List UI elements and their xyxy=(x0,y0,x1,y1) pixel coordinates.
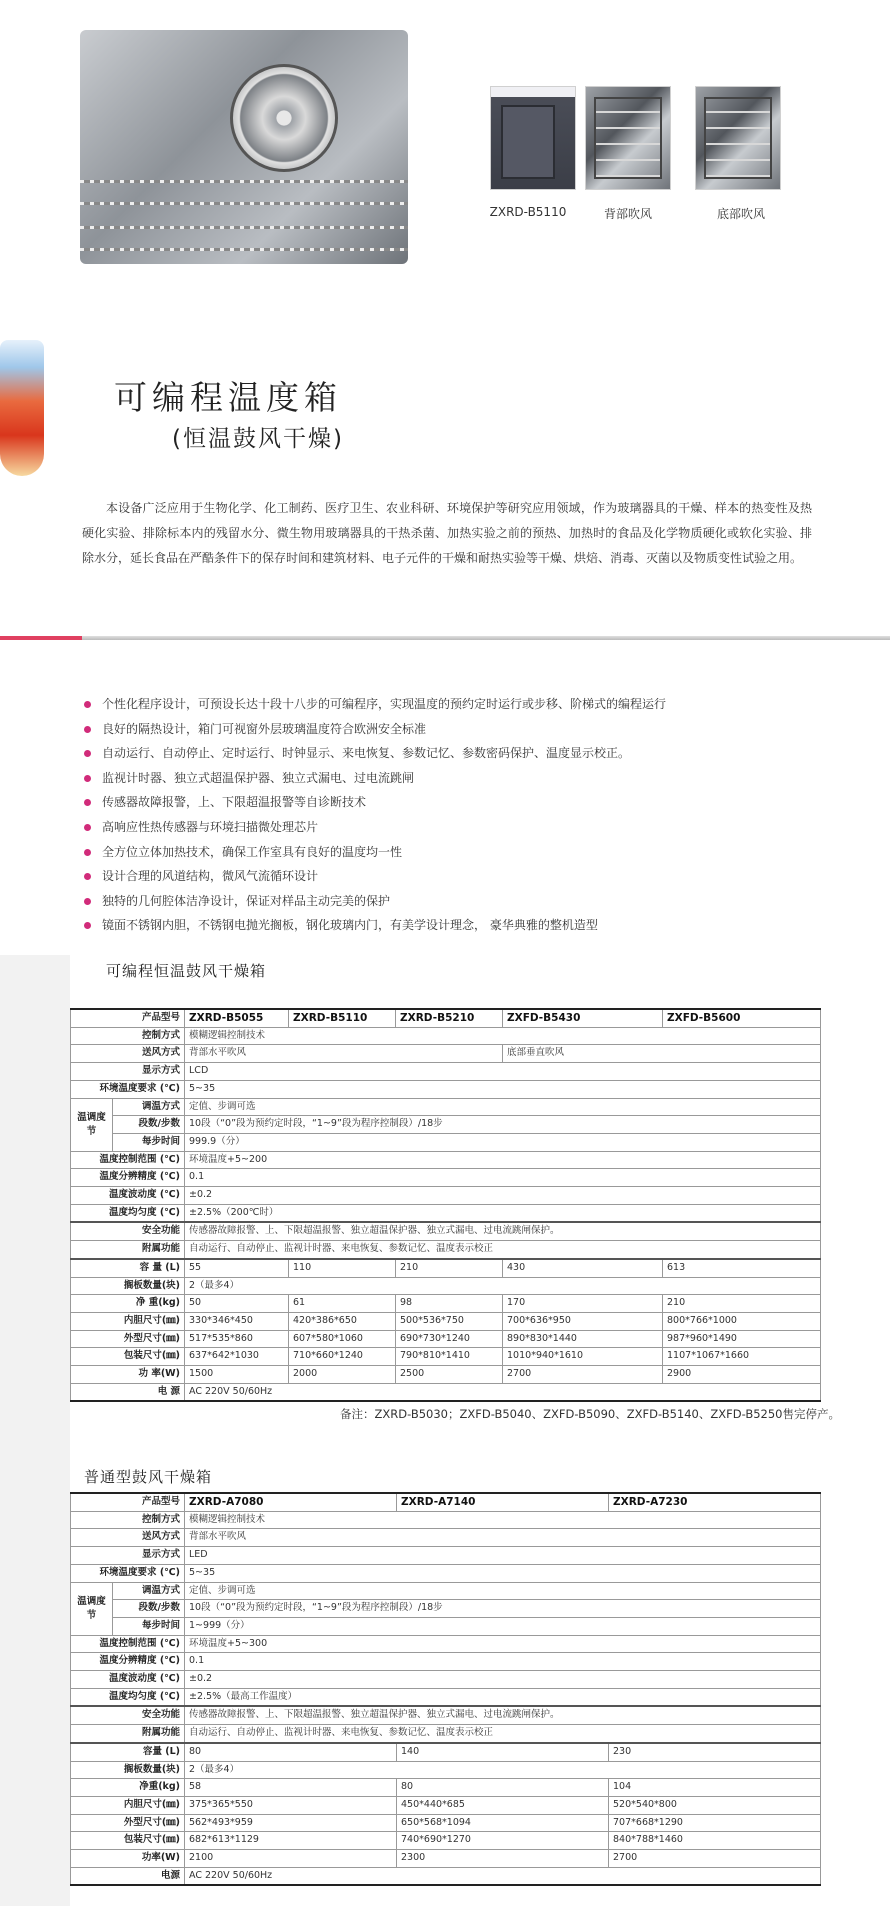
table-row xyxy=(71,1169,821,1187)
row-label: 调温方式 xyxy=(113,1098,185,1116)
table-row xyxy=(71,1688,821,1706)
cell-value: 562*493*959 xyxy=(185,1814,397,1832)
row-label: 温度控制范围 (℃) xyxy=(71,1635,185,1653)
table-row xyxy=(71,1027,821,1045)
row-label: 产品型号 xyxy=(71,1493,185,1511)
cell-value: 底部垂直吹风 xyxy=(503,1045,821,1063)
row-label: 温度均匀度 (℃) xyxy=(71,1204,185,1222)
cell-value: 2（最多4） xyxy=(185,1277,821,1295)
table-row xyxy=(71,1241,821,1259)
cell-value: 自动运行、自动停止、监视计时器、来电恢复、参数记忆、温度表示校正 xyxy=(185,1241,821,1259)
cell-value: 模糊逻辑控制技术 xyxy=(185,1511,821,1529)
table-row xyxy=(71,1653,821,1671)
table-row xyxy=(71,1725,821,1743)
table-row xyxy=(71,1383,821,1401)
row-label: 功 率(W) xyxy=(71,1366,185,1384)
feature-item: 自动运行、自动停止、定时运行、时钟显示、来电恢复、参数记忆、参数密码保护、温度显示校正。 xyxy=(84,741,824,766)
cell-value: 210 xyxy=(663,1295,821,1313)
cell-value: 定值、步调可选 xyxy=(185,1582,821,1600)
cell-value: 10段（“0”段为预约定时段，“1~9”段为程序控制段）/18步 xyxy=(185,1600,821,1618)
cell-value: 230 xyxy=(609,1743,821,1761)
cell-value: 500*536*750 xyxy=(396,1312,503,1330)
shelf-rack xyxy=(80,180,408,183)
cell-value: ±0.2 xyxy=(185,1671,821,1689)
row-label: 电源 xyxy=(71,1867,185,1885)
table-row xyxy=(71,1743,821,1761)
cell-value: 58 xyxy=(185,1779,397,1797)
feature-item: 镜面不锈钢内胆，不锈钢电抛光搁板，钢化玻璃内门，有美学设计理念， 豪华典雅的整机造型 xyxy=(84,913,824,938)
cell-value: 传感器故障报警、上、下限超温报警、独立超温保护器、独立式漏电、过电流跳闸保护。 xyxy=(185,1706,821,1724)
cell-value: 0.1 xyxy=(185,1653,821,1671)
cell-value: 740*690*1270 xyxy=(397,1832,609,1850)
cell-value: 98 xyxy=(396,1295,503,1313)
thumbnail-caption: ZXRD-B5110 xyxy=(489,205,567,219)
table-row xyxy=(71,1222,821,1240)
cell-value: 450*440*685 xyxy=(397,1796,609,1814)
cell-value: 700*636*950 xyxy=(503,1312,663,1330)
test-tube-decoration xyxy=(0,340,44,476)
row-label: 环境温度要求 (℃) xyxy=(71,1564,185,1582)
table-row xyxy=(71,1116,821,1134)
divider-line xyxy=(82,636,890,640)
model-cell: ZXRD-A7230 xyxy=(609,1493,821,1511)
cell-value: ±2.5%（200℃时） xyxy=(185,1204,821,1222)
cell-value: 模糊逻辑控制技术 xyxy=(185,1027,821,1045)
row-label: 包装尺寸(㎜) xyxy=(71,1348,185,1366)
table-row xyxy=(71,1312,821,1330)
row-label: 附属功能 xyxy=(71,1241,185,1259)
row-label: 温度均匀度 (℃) xyxy=(71,1688,185,1706)
row-label: 安全功能 xyxy=(71,1706,185,1724)
cell-value: AC 220V 50/60Hz xyxy=(185,1867,821,1885)
table-row xyxy=(71,1080,821,1098)
table-row xyxy=(71,1582,821,1600)
cell-value: 690*730*1240 xyxy=(396,1330,503,1348)
cell-value: 0.1 xyxy=(185,1169,821,1187)
table-row xyxy=(71,1330,821,1348)
fan-image xyxy=(230,64,338,172)
row-label: 每步时间 xyxy=(113,1133,185,1151)
table2-title: 普通型鼓风干燥箱 xyxy=(84,1468,213,1486)
table-row xyxy=(71,1850,821,1868)
table-row xyxy=(71,1511,821,1529)
row-label: 温度分辨精度 (℃) xyxy=(71,1653,185,1671)
cell-value: 5~35 xyxy=(185,1564,821,1582)
row-label: 容 量 (L) xyxy=(71,1259,185,1277)
cell-value: 890*830*1440 xyxy=(503,1330,663,1348)
table-row xyxy=(71,1295,821,1313)
feature-item: 良好的隔热设计，箱门可视窗外层玻璃温度符合欧洲安全标准 xyxy=(84,717,824,742)
row-label: 温度分辨精度 (℃) xyxy=(71,1169,185,1187)
feature-item: 传感器故障报警，上、下限超温报警等自诊断技术 xyxy=(84,790,824,815)
row-label: 净重(kg) xyxy=(71,1779,185,1797)
discontinued-note: 备注：ZXRD-B5030；ZXFD-B5040、ZXFD-B5090、ZXFD-B5140、ZXFD-B5250售完停产。 xyxy=(340,1407,840,1421)
cell-value: 2700 xyxy=(609,1850,821,1868)
row-label: 段数/步数 xyxy=(113,1600,185,1618)
row-label: 外型尺寸(㎜) xyxy=(71,1814,185,1832)
row-label: 控制方式 xyxy=(71,1027,185,1045)
table1-spec-table xyxy=(70,1008,821,1402)
row-label: 段数/步数 xyxy=(113,1116,185,1134)
cell-value: ±2.5%（最高工作温度） xyxy=(185,1688,821,1706)
row-label: 净 重(kg) xyxy=(71,1295,185,1313)
cell-value: 2（最多4） xyxy=(185,1761,821,1779)
shelf-rack xyxy=(80,248,408,251)
table-row xyxy=(71,1187,821,1205)
row-label: 控制方式 xyxy=(71,1511,185,1529)
feature-item: 个性化程序设计，可预设长达十段十八步的可编程序，实现温度的预约定时运行或步移、阶梯式的编程运行 xyxy=(84,692,824,717)
table2-spec-table xyxy=(70,1492,821,1886)
cell-value: 80 xyxy=(397,1779,609,1797)
feature-item: 独特的几何腔体洁净设计，保证对样品主动完美的保护 xyxy=(84,889,824,914)
back-airflow-thumbnail xyxy=(585,86,671,190)
cell-value: 定值、步调可选 xyxy=(185,1098,821,1116)
row-label: 每步时间 xyxy=(113,1617,185,1635)
cell-value: 环境温度+5~300 xyxy=(185,1635,821,1653)
model-cell: ZXRD-B5210 xyxy=(396,1009,503,1027)
row-label: 搁板数量(块) xyxy=(71,1761,185,1779)
cell-value: 800*766*1000 xyxy=(663,1312,821,1330)
feature-item: 全方位立体加热技术，确保工作室具有良好的温度均一性 xyxy=(84,840,824,865)
row-label: 电 源 xyxy=(71,1383,185,1401)
table-row xyxy=(71,1600,821,1618)
row-label: 温度波动度 (℃) xyxy=(71,1187,185,1205)
feature-item: 设计合理的风道结构，微风气流循环设计 xyxy=(84,864,824,889)
shelf-rack xyxy=(80,226,408,229)
table-row xyxy=(71,1348,821,1366)
page-subtitle: (恒温鼓风干燥) xyxy=(172,426,344,452)
row-label: 送风方式 xyxy=(71,1529,185,1547)
model-cell: ZXFD-B5600 xyxy=(663,1009,821,1027)
model-cell: ZXRD-A7140 xyxy=(397,1493,609,1511)
cell-value: 61 xyxy=(289,1295,396,1313)
cell-value: 210 xyxy=(396,1259,503,1277)
oven-interior-photo xyxy=(80,30,408,264)
row-label: 搁板数量(块) xyxy=(71,1277,185,1295)
cell-value: 987*960*1490 xyxy=(663,1330,821,1348)
model-cell: ZXFD-B5430 xyxy=(503,1009,663,1027)
row-label: 显示方式 xyxy=(71,1547,185,1565)
cell-value: 2500 xyxy=(396,1366,503,1384)
cell-value: 50 xyxy=(185,1295,289,1313)
cell-value: 1010*940*1610 xyxy=(503,1348,663,1366)
cell-value: 650*568*1094 xyxy=(397,1814,609,1832)
cell-value: 背部水平吹风 xyxy=(185,1529,821,1547)
cell-value: 707*668*1290 xyxy=(609,1814,821,1832)
cell-value: 自动运行、自动停止、监视计时器、来电恢复、参数记忆、温度表示校正 xyxy=(185,1725,821,1743)
cell-value: LCD xyxy=(185,1063,821,1081)
cell-value: 5~35 xyxy=(185,1080,821,1098)
row-label: 附属功能 xyxy=(71,1725,185,1743)
cell-value: 613 xyxy=(663,1259,821,1277)
group-label: 温调度节 xyxy=(71,1582,113,1635)
cell-value: 420*386*650 xyxy=(289,1312,396,1330)
bottom-airflow-thumbnail xyxy=(695,86,781,190)
feature-item: 高响应性热传感器与环境扫描微处理芯片 xyxy=(84,815,824,840)
cell-value: 790*810*1410 xyxy=(396,1348,503,1366)
cell-value: 110 xyxy=(289,1259,396,1277)
cell-value: 375*365*550 xyxy=(185,1796,397,1814)
table-row xyxy=(71,1045,821,1063)
cell-value: 55 xyxy=(185,1259,289,1277)
table-row xyxy=(71,1366,821,1384)
cell-value: 330*346*450 xyxy=(185,1312,289,1330)
divider-accent xyxy=(0,636,82,640)
row-label: 安全功能 xyxy=(71,1222,185,1240)
cell-value: 682*613*1129 xyxy=(185,1832,397,1850)
row-label: 功率(W) xyxy=(71,1850,185,1868)
table-row xyxy=(71,1761,821,1779)
cell-value: 2000 xyxy=(289,1366,396,1384)
cell-value: 637*642*1030 xyxy=(185,1348,289,1366)
table-row xyxy=(71,1259,821,1277)
table-row xyxy=(71,1151,821,1169)
model-cell: ZXRD-B5110 xyxy=(289,1009,396,1027)
cell-value: 170 xyxy=(503,1295,663,1313)
table-row xyxy=(71,1867,821,1885)
cell-value: LED xyxy=(185,1547,821,1565)
table-row xyxy=(71,1493,821,1511)
table-row xyxy=(71,1098,821,1116)
table-row xyxy=(71,1706,821,1724)
model-cell: ZXRD-A7080 xyxy=(185,1493,397,1511)
row-label: 内胆尺寸(㎜) xyxy=(71,1312,185,1330)
cell-value: 80 xyxy=(185,1743,397,1761)
table-row xyxy=(71,1133,821,1151)
table-row xyxy=(71,1529,821,1547)
cell-value: 1107*1067*1660 xyxy=(663,1348,821,1366)
cell-value: 607*580*1060 xyxy=(289,1330,396,1348)
row-label: 包装尺寸(㎜) xyxy=(71,1832,185,1850)
cell-value: 840*788*1460 xyxy=(609,1832,821,1850)
table-row xyxy=(71,1204,821,1222)
model-cell: ZXRD-B5055 xyxy=(185,1009,289,1027)
cell-value: 140 xyxy=(397,1743,609,1761)
row-label: 调温方式 xyxy=(113,1582,185,1600)
table-row xyxy=(71,1547,821,1565)
cell-value: 520*540*800 xyxy=(609,1796,821,1814)
row-label: 容量 (L) xyxy=(71,1743,185,1761)
page-title: 可编程温度箱 xyxy=(114,378,342,417)
row-label: 温度控制范围 (℃) xyxy=(71,1151,185,1169)
table-row xyxy=(71,1063,821,1081)
thumbnail-caption: 背部吹风 xyxy=(603,207,652,221)
cell-value: 10段（“0”段为预约定时段，“1~9”段为程序控制段）/18步 xyxy=(185,1116,821,1134)
table-row xyxy=(71,1671,821,1689)
table-row xyxy=(71,1779,821,1797)
row-label: 环境温度要求 (℃) xyxy=(71,1080,185,1098)
cell-value: 2900 xyxy=(663,1366,821,1384)
row-label: 外型尺寸(㎜) xyxy=(71,1330,185,1348)
cell-value: 2700 xyxy=(503,1366,663,1384)
cell-value: 2300 xyxy=(397,1850,609,1868)
row-label: 内胆尺寸(㎜) xyxy=(71,1796,185,1814)
table-row xyxy=(71,1277,821,1295)
table-row xyxy=(71,1796,821,1814)
table-row xyxy=(71,1832,821,1850)
row-label: 温度波动度 (℃) xyxy=(71,1671,185,1689)
intro-paragraph: 本设备广泛应用于生物化学、化工制药、医疗卫生、农业科研、环境保护等研究应用领域，作为玻璃器具的干燥、样本的热变性及热硬化实验、排除标本内的残留水分、微生物用玻璃器具的干热杀菌、加热实验之前的预热、加热时的食品及化学物质硬化或软化实验、排除水分，延长食品在严酷条件下的保存时间和建筑材料、电子元件的干燥和耐热实验等干燥、烘焙、消毒、灭菌以及物质变性试验之用。 xyxy=(82,501,812,565)
cell-value: 2100 xyxy=(185,1850,397,1868)
cell-value: 430 xyxy=(503,1259,663,1277)
cell-value: 1~999（分） xyxy=(185,1617,821,1635)
shelf-rack xyxy=(80,202,408,205)
table-row xyxy=(71,1564,821,1582)
cell-value: 517*535*860 xyxy=(185,1330,289,1348)
oven-cabinet-thumbnail xyxy=(490,86,576,190)
feature-item: 监视计时器、独立式超温保护器、独立式漏电、过电流跳闸 xyxy=(84,766,824,791)
cell-value: 背部水平吹风 xyxy=(185,1045,503,1063)
cell-value: AC 220V 50/60Hz xyxy=(185,1383,821,1401)
cell-value: 环境温度+5~200 xyxy=(185,1151,821,1169)
cell-value: 104 xyxy=(609,1779,821,1797)
table-row xyxy=(71,1617,821,1635)
thumbnail-caption: 底部吹风 xyxy=(716,207,765,221)
cell-value: 1500 xyxy=(185,1366,289,1384)
table-row xyxy=(71,1009,821,1027)
table1-title: 可编程恒温鼓风干燥箱 xyxy=(106,962,267,980)
group-label: 温调度节 xyxy=(71,1098,113,1151)
cell-value: 710*660*1240 xyxy=(289,1348,396,1366)
cell-value: ±0.2 xyxy=(185,1187,821,1205)
row-label: 送风方式 xyxy=(71,1045,185,1063)
table-row xyxy=(71,1814,821,1832)
cell-value: 传感器故障报警、上、下限超温报警、独立超温保护器、独立式漏电、过电流跳闸保护。 xyxy=(185,1222,821,1240)
feature-list xyxy=(84,692,824,938)
table-row xyxy=(71,1635,821,1653)
row-label: 显示方式 xyxy=(71,1063,185,1081)
cell-value: 999.9（分） xyxy=(185,1133,821,1151)
row-label: 产品型号 xyxy=(71,1009,185,1027)
